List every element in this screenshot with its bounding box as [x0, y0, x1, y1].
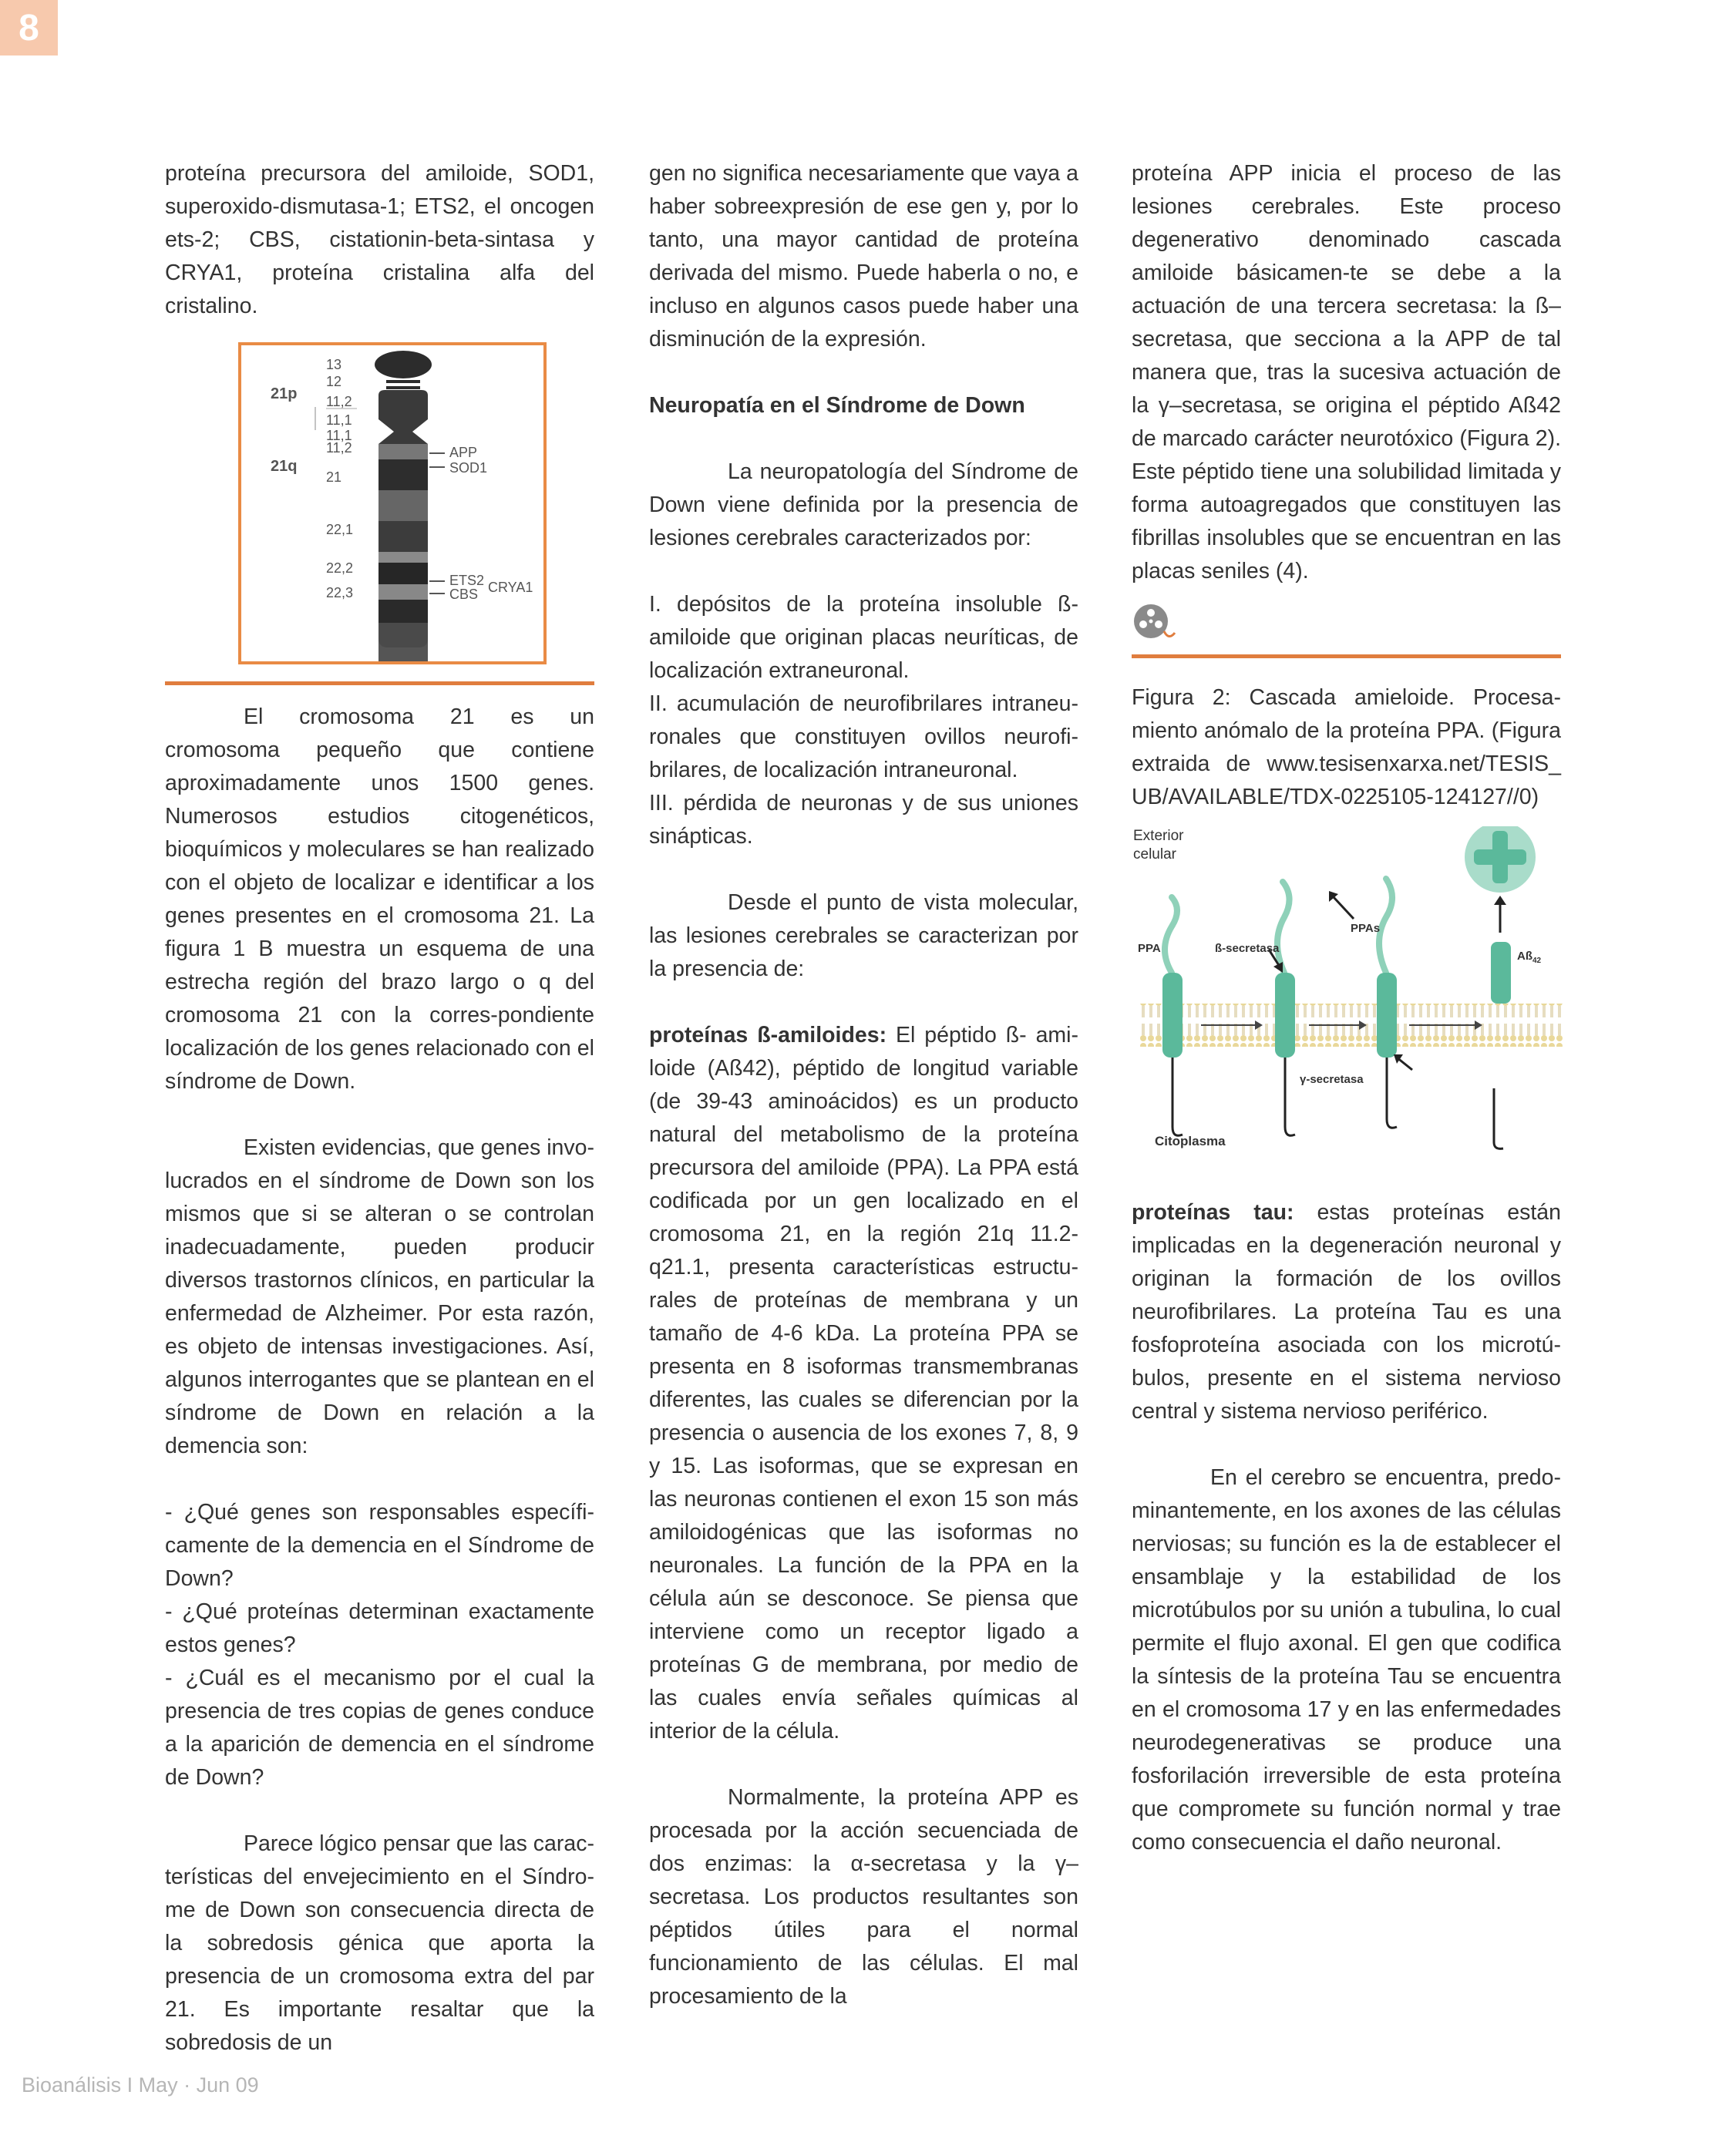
gene-label-ets2: ETS2: [449, 573, 485, 588]
chromosome-21-figure: [238, 342, 547, 664]
paragraph: Parece lógico pensar que las carac-terísticas del envejecimiento en el Síndro-me de Down son consecuencia directa de la sobredosis génica que aporta la presencia de un cromosoma extra del par 21. Es importante resaltar que la sobredosis de un: [165, 1831, 594, 2055]
amyloid-cascade-figure: [1132, 826, 1563, 1196]
column-1: [165, 157, 594, 2060]
list-item: II. acumulación de neurofibrilares intraneu-ronales que constituyen ovillos neurofi-brilares, de localización intraneuronal.: [649, 691, 1078, 782]
paragraph: gen no significa necesariamente que vaya a haber sobreexpresión de ese gen y, por lo tanto, una mayor cantidad de proteína derivada del mismo. Puede haberla o no, e incluso en algunos casos puede haber una disminución de la expresión.: [649, 161, 1078, 351]
arm-p-label: 21p: [271, 385, 298, 402]
band-label: 11,1: [326, 428, 352, 443]
citoplasma-label: Citoplasma: [1155, 1134, 1226, 1148]
band-label: 22,2: [326, 560, 354, 576]
term-text: El péptido ß- ami-loide (Aß42), péptido de longitud variable (de 39-43 aminoácidos) es un producto natural del metabolismo de la proteína precursora del amiloide (PPA). La PPA está codificada por un gen localizado en el cromosoma 21, en la región 21q 11.2-q21.1, presenta características estructu-rales de proteínas de membrana y un tamaño de 4-6 kDa. La proteína PPA se presenta en 8 isoformas transmembranas diferentes, las cuales se diferencian por la presencia o ausencia de los exones 7, 8, 9 y 15. Las isoformas, que se expresan en las neuronas contienen el exon 15 son más amiloidogénicas que las isoformas no neuronales. La función de la PPA en la célula aún se desconoce. Se piensa que interviene como un receptor ligado a proteínas G de membrana, por medio de las cuales envía señales químicas al interior de la célula.: [649, 1023, 1078, 1744]
band-label: 11,2: [326, 440, 352, 456]
arm-q-label: 21q: [271, 458, 298, 475]
exterior-label-2: celular: [1133, 846, 1176, 863]
band-label: 11,2: [326, 394, 352, 409]
gene-label-cbs: CBS: [449, 587, 479, 602]
gene-label-sod1: SOD1: [449, 460, 488, 476]
list-item: I. depósitos de la proteína insoluble ß-amiloide que originan placas neuríticas, de localización extraneuronal.: [649, 592, 1078, 683]
exterior-label: Exterior: [1133, 828, 1184, 844]
paragraph: proteína APP inicia el proceso de las lesiones cerebrales. Este proceso degenerativo denominado cascada amiloide básicamen-te se debe a la actuación de una tercera secretasa: la ß–secretasa, que secciona a la APP de tal manera que, tras la sucesiva actuación de la γ–secretasa, se origina el péptido Aß42 de marcado carácter neurotóxico (Figura 2). Este péptido tiene una solubilidad limitada y forma autoagregados que constituyen las fibrillas insolubles que se encuentran en las placas seniles (4).: [1132, 161, 1561, 583]
question: - ¿Qué genes son responsables específi-camente de la demencia en el Síndrome de Down?: [165, 1500, 594, 1591]
paragraph: proteína precursora del amiloide, SOD1, superoxido-dismutasa-1; ETS2, el oncogen ets-2; CBS, cistationin-beta-sintasa y CRYA1, proteína cristalina alfa del cristalino.: [165, 161, 594, 318]
beta-secretase-label: ß-secretasa: [1215, 942, 1280, 955]
band-label: 21: [326, 469, 342, 485]
ab42-label: [1517, 948, 1541, 970]
band-label: 11,1: [326, 412, 352, 428]
column-2: [649, 157, 1078, 2013]
ppa-label: PPA: [1138, 942, 1161, 955]
ppas-label: PPAs: [1351, 922, 1381, 935]
band-label: 22,1: [326, 522, 354, 537]
gene-label-app: APP: [449, 445, 478, 460]
footer: Bioanálisis I May · Jun 09: [22, 2073, 259, 2097]
ab42-sub: 42: [1532, 957, 1542, 965]
term-text: estas proteínas están implicadas en la degeneración neuronal y originan la formación de los ovillos neurofibrilares. La proteína Tau es una fosfoproteína asociada con los microtú-bulos, presente en el sistema nervioso central y sistema nervioso periférico.: [1132, 1200, 1562, 1424]
figure-caption: Figura 2: Cascada amieloide. Procesa-miento anómalo de la proteína PPA. (Figura extraida de www.tesisenxarxa.net/TESIS_ UB/AVAILABLE/TDX-0225105-124127//0): [1132, 685, 1561, 809]
term-bold: proteínas ß-amiloides:: [649, 1023, 887, 1047]
paragraph: Existen evidencias, que genes invo-lucrados en el síndrome de Down son los mismos que si se alteran o se controlan inadecuadamente, pueden producir diversos trastornos clínicos, en particular la enfermedad de Alzheimer. Por esta razón, es objeto de intensas investigaciones. Así, algunos interrogantes que se plantean en el síndrome de Down en relación a la demencia son:: [165, 1135, 594, 1458]
band-label: 12: [326, 374, 342, 389]
band-label: 22,3: [326, 585, 354, 600]
ab42-text: Aß: [1517, 950, 1532, 963]
paragraph: [1132, 1196, 1561, 1428]
film-reel-icon: [1132, 602, 1178, 645]
paragraph: En el cerebro se encuentra, predo-minantemente, en los axones de las células nerviosas; su función es la de establecer el ensamblaje y la estabilidad de los microtúbulos por su unión a tubulina, lo cual permite el flujo axonal. El gen que codifica la síntesis de la proteína Tau se encuentra en el cromosoma 17 y en las enfermedades neurodegenerativas se produce una fosforilación irreversible de esta proteína que compromete su función normal y trae como consecuencia el daño neuronal.: [1132, 1465, 1561, 1854]
question: - ¿Cuál es el mecanismo por el cual la presencia de tres copias de genes conduce a la aparición de demencia en el síndrome de Down?: [165, 1666, 594, 1790]
column-3: [1132, 157, 1561, 1859]
gene-label-crya1: CRYA1: [488, 580, 533, 595]
paragraph: [649, 1019, 1078, 1748]
list-item: III. pérdida de neuronas y de sus uniones sinápticas.: [649, 791, 1078, 849]
gamma-secretase-label: γ-secretasa: [1300, 1073, 1364, 1086]
paragraph: Desde el punto de vista molecular, las lesiones cerebrales se caracterizan por la presencia de:: [649, 890, 1078, 981]
paragraph: Normalmente, la proteína APP es procesada por la acción secuenciada de dos enzimas: la α-secretasa y la γ–secretasa. Los productos resultantes son péptidos útiles para el normal funcionamiento de las células. El mal procesamiento de la: [649, 1785, 1078, 2009]
paragraph: La neuropatología del Síndrome de Down viene definida por la presencia de lesiones cerebrales caracterizados por:: [649, 459, 1078, 550]
band-label: 13: [326, 357, 342, 372]
term-bold: proteínas tau:: [1132, 1200, 1294, 1225]
paragraph: El cromosoma 21 es un cromosoma pequeño que contiene aproximadamente unos 1500 genes. Numerosos estudios citogenéticos, bioquímicos y moleculares se han realizado con el objeto de localizar e identificar a los genes presentes en el cromosoma 21. La figura 1 B muestra un esquema de una estrecha región del brazo largo o q del cromosoma 21 con la corres-pondiente localización de los genes relacionado con el síndrome de Down.: [165, 704, 594, 1094]
page-number: 8: [0, 0, 58, 55]
section-heading: Neuropatía en el Síndrome de Down: [649, 393, 1025, 418]
question: - ¿Qué proteínas determinan exactamente estos genes?: [165, 1599, 594, 1657]
